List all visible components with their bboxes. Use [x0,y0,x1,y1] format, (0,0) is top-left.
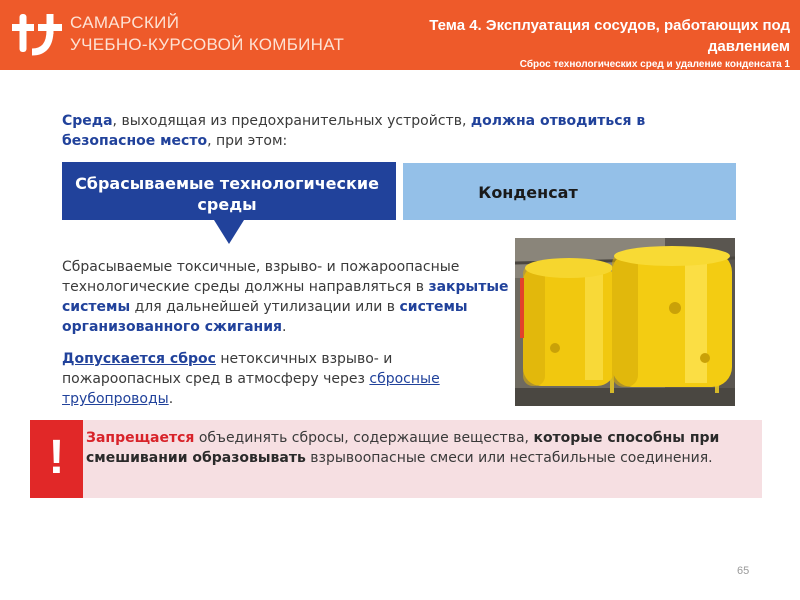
exclamation-icon: ! [48,431,65,484]
warning-text [86,428,756,468]
discharge-rule-paragraph [62,257,512,337]
warning-text-end: взрывоопасные смеси или нестабильные соединения. [305,450,713,466]
logo-line-1: САМАРСКИЙ [70,13,180,32]
para2-text: нетоксичных взрыво- и пожароопасных сред в атмосферу через [62,351,393,387]
prohibited-emphasis: Запрещается [86,430,195,446]
intro-emphasis: должна отводиться в безопасное место [62,113,646,149]
page-number: 65 [737,565,750,577]
combustion-systems-emphasis: системы организованного сжигания [62,299,468,335]
intro-term: Среда [62,113,113,129]
header-bar [0,0,800,70]
tab-discharged-media: Сбрасываемые технологические среды [75,174,379,214]
pressure-vessels-photo [515,238,735,406]
warning-text-part: объединять сбросы, содержащие вещества, [194,430,534,446]
closed-systems-emphasis: закрытые системы [62,279,509,315]
discharge-pipelines-link[interactable]: сбросные трубопроводы [62,371,440,407]
tab-condensate: Конденсат [478,183,578,202]
para2-text-end: . [168,391,174,407]
para1-text: Сбрасываемые токсичные, взрыво- и пожароопасные технологические среды должны направляться в [62,259,460,295]
logo-text [70,12,344,56]
para1-text-end: . [282,319,287,335]
para1-text-mid: для дальнейшей утилизации или в [130,299,400,315]
slide-subtitle: Сброс технологических сред и удаление конденсата 1 [519,59,790,70]
slide-title: Тема 4. Эксплуатация сосудов, работающих под давлением [429,17,790,55]
logo-icon [10,8,66,58]
intro-text-end: , при этом: [207,133,288,149]
intro-text [62,111,722,151]
allowed-discharge-paragraph [62,349,512,409]
intro-text-part: , выходящая из предохранительных устройств, [112,113,471,129]
allowed-discharge-emphasis: Допускается сброс [62,351,216,367]
mixing-emphasis: которые способны при смешивании образовывать [86,430,720,466]
logo-line-2: УЧЕБНО-КУРСОВОЙ КОМБИНАТ [70,35,345,54]
